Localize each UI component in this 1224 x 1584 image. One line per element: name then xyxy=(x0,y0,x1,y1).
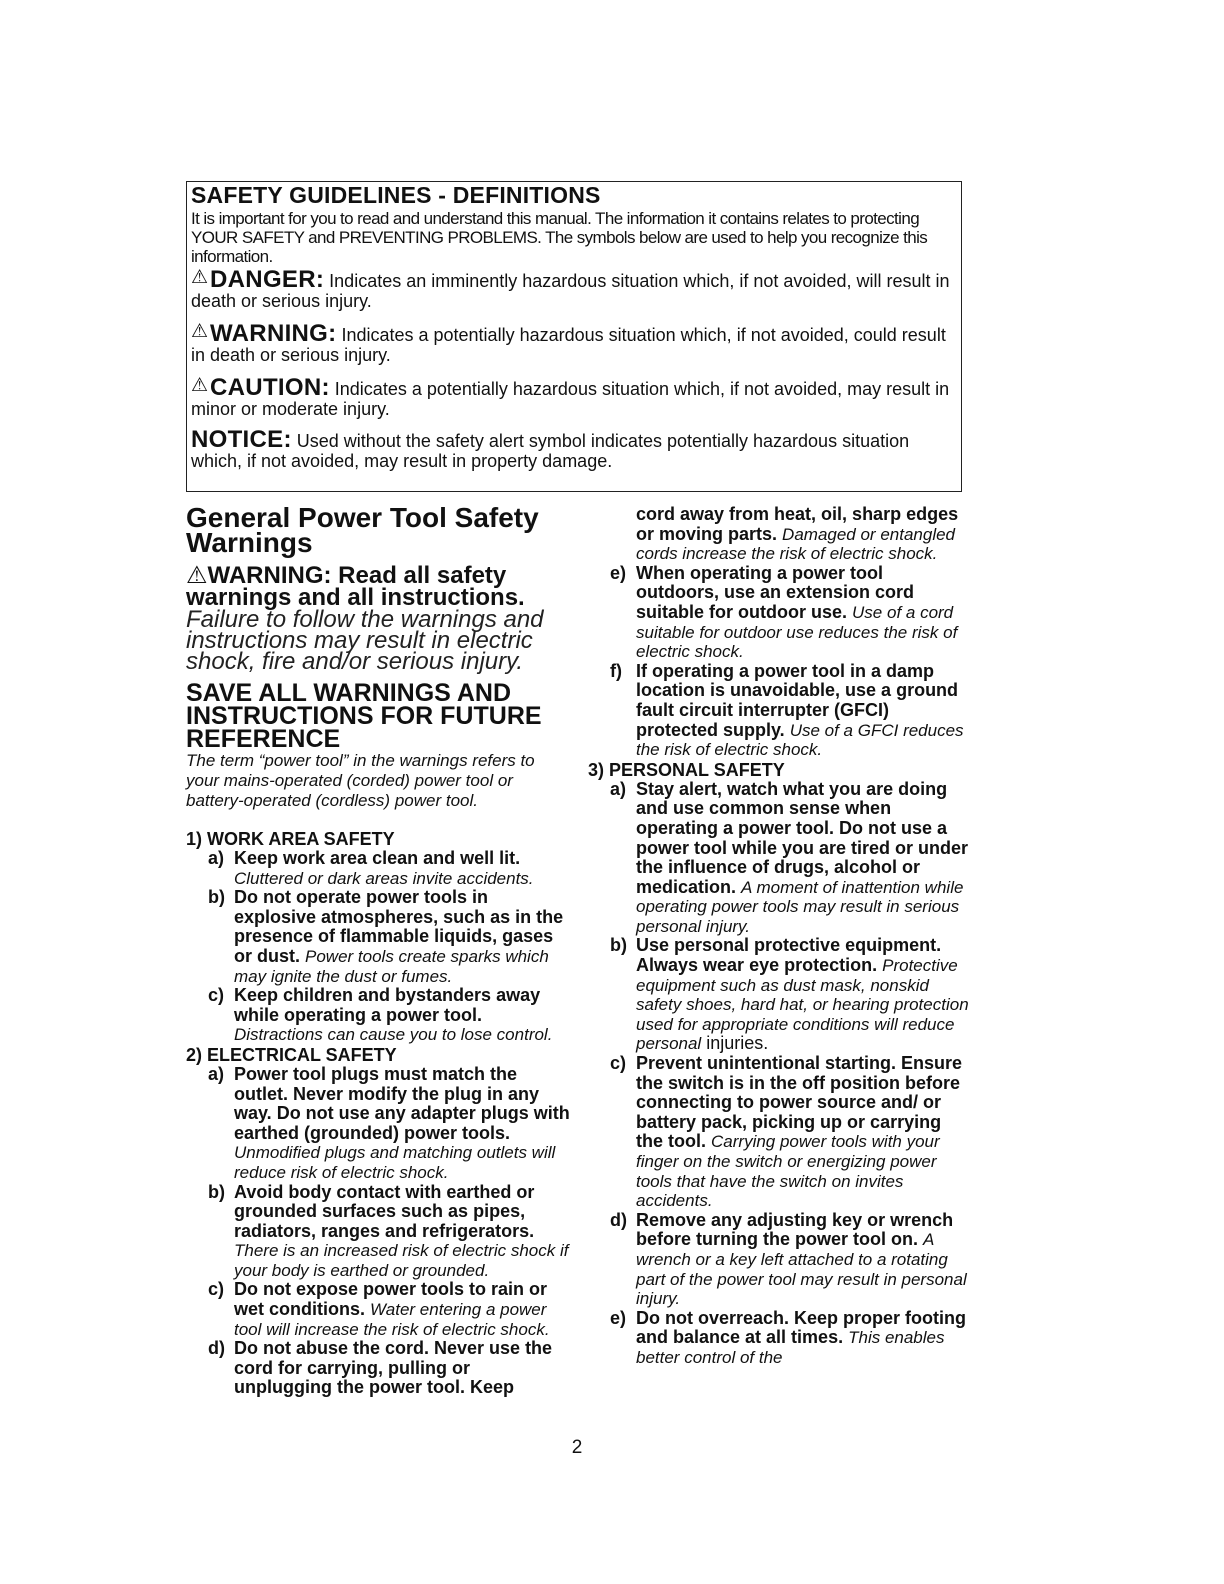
work-area-heading: 1) WORK AREA SAFETY xyxy=(186,829,395,849)
list-item: b) Do not operate power tools in explosive atmospheres, such as in the presence of flammable liquids, gases or dust. Power tools create sparks which may ignite the dust or fumes. xyxy=(208,887,564,986)
list-item: c) Do not expose power tools to rain or wet conditions. Water entering a power tool will increase the risk of electric shock. xyxy=(208,1279,550,1339)
list-item-continued: cord away from heat, oil, sharp edges or moving parts. Damaged or entangled cords increase the risk of electric shock. xyxy=(636,504,959,564)
left-column xyxy=(186,502,571,1398)
safety-alert-icon: ⚠ xyxy=(191,321,209,342)
right-column xyxy=(588,505,970,1368)
page-number: 2 xyxy=(571,1437,583,1458)
general-warning-body: Failure to follow the warnings and instructions may result in electric shock, fire and/or serious injury. xyxy=(186,606,544,675)
electrical-heading: 2) ELECTRICAL SAFETY xyxy=(186,1044,397,1065)
list-item: c) Prevent unintentional starting. Ensure the switch is in the off position before connecting to power source and/ or battery pack, picking up or carrying the tool. Carrying power tools with your finger on the switch or energizing power tools that have the switch on invites accidents. xyxy=(610,1053,963,1211)
danger-term: DANGER: xyxy=(210,266,325,293)
warning-term: WARNING: xyxy=(210,320,337,347)
general-warning-heading: ⚠WARNING: Read all safety warnings and all instructions. xyxy=(186,562,525,611)
personal-heading: 3) PERSONAL SAFETY xyxy=(588,759,785,780)
list-item: a) Power tool plugs must match the outlet. Never modify the plug in any way. Do not use any adapter plugs with earthed (grounded) power tools. Unmodified plugs and matching outlets will reduce risk of electric shock. xyxy=(208,1063,570,1182)
section-title: General Power Tool Safety Warnings xyxy=(186,502,539,558)
notice-text: Used without the safety alert symbol indicates potentially hazardous situation which, if not avoided, may result in property damage. xyxy=(191,431,910,471)
list-item: f) If operating a power tool in a damp location is unavoidable, use a ground fault circuit interrupter (GFCI) protected supply. Use of a GFCI reduces the risk of electric shock. xyxy=(610,660,964,760)
list-item: e) Do not overreach. Keep proper footing and balance at all times. This enables better control of the xyxy=(610,1307,967,1367)
warning-definition xyxy=(191,322,957,365)
definitions-title: SAFETY GUIDELINES - DEFINITIONS xyxy=(191,182,601,208)
definitions-box xyxy=(186,181,962,492)
danger-text: Indicates an imminently hazardous situation which, if not avoided, will result in death or serious injury. xyxy=(191,271,950,311)
warning-text: Indicates a potentially hazardous situation which, if not avoided, could result in death or serious injury. xyxy=(191,325,946,365)
safety-alert-icon: ⚠ xyxy=(191,375,209,396)
caution-definition xyxy=(191,376,957,419)
list-item: b) Avoid body contact with earthed or grounded surfaces such as pipes, radiators, ranges and refrigerators. There is an increased risk of electric shock if your body is earthed or grounded. xyxy=(208,1181,569,1280)
list-item: a) Keep work area clean and well lit. Cluttered or dark areas invite accidents. xyxy=(208,848,534,888)
list-item: a) Stay alert, watch what you are doing and use common sense when operating a power tool. Do not use a power tool while you are tired or under the influence of drugs, alcohol or medication. A moment of inattention while operating power tools may result in serious personal injury. xyxy=(610,778,969,936)
notice-term: NOTICE: xyxy=(191,426,292,453)
caution-term: CAUTION: xyxy=(210,374,330,401)
list-item: e) When operating a power tool outdoors, use an extension cord suitable for outdoor use. Use of a cord suitable for outdoor use reduces the risk of electric shock. xyxy=(610,562,958,662)
list-item: d) Remove any adjusting key or wrench before turning the power tool on. A wrench or a key left attached to a rotating part of the power tool may result in personal injury. xyxy=(610,1209,967,1309)
list-item: d) Do not abuse the cord. Never use the cord for carrying, pulling or unplugging the power tool. Keep xyxy=(208,1338,553,1398)
danger-definition xyxy=(191,268,957,311)
list-item: c) Keep children and bystanders away while operating a power tool. Distractions can cause you to lose control. xyxy=(208,985,553,1045)
save-instructions-heading: SAVE ALL WARNINGS AND INSTRUCTIONS FOR FUTURE REFERENCE xyxy=(186,679,542,753)
definitions-intro: It is important for you to read and understand this manual. The information it contains relates to protecting YOUR SAFETY and PREVENTING PROBLEMS. The symbols below are used to help you recognize this information. xyxy=(191,209,928,266)
notice-definition xyxy=(191,426,957,471)
caution-text: Indicates a potentially hazardous situation which, if not avoided, may result in minor or moderate injury. xyxy=(191,379,950,419)
power-tool-term-note: The term “power tool” in the warnings refers to your mains-operated (corded) power tool or battery-operated (cordless) power tool. xyxy=(186,751,535,810)
safety-alert-icon: ⚠ xyxy=(191,267,209,288)
list-item: b) Use personal protective equipment. Always wear eye protection. Protective equipment such as dust mask, nonskid safety shoes, hard hat, or hearing protection used for appropriate conditions will reduce personal injuries. xyxy=(610,935,969,1054)
